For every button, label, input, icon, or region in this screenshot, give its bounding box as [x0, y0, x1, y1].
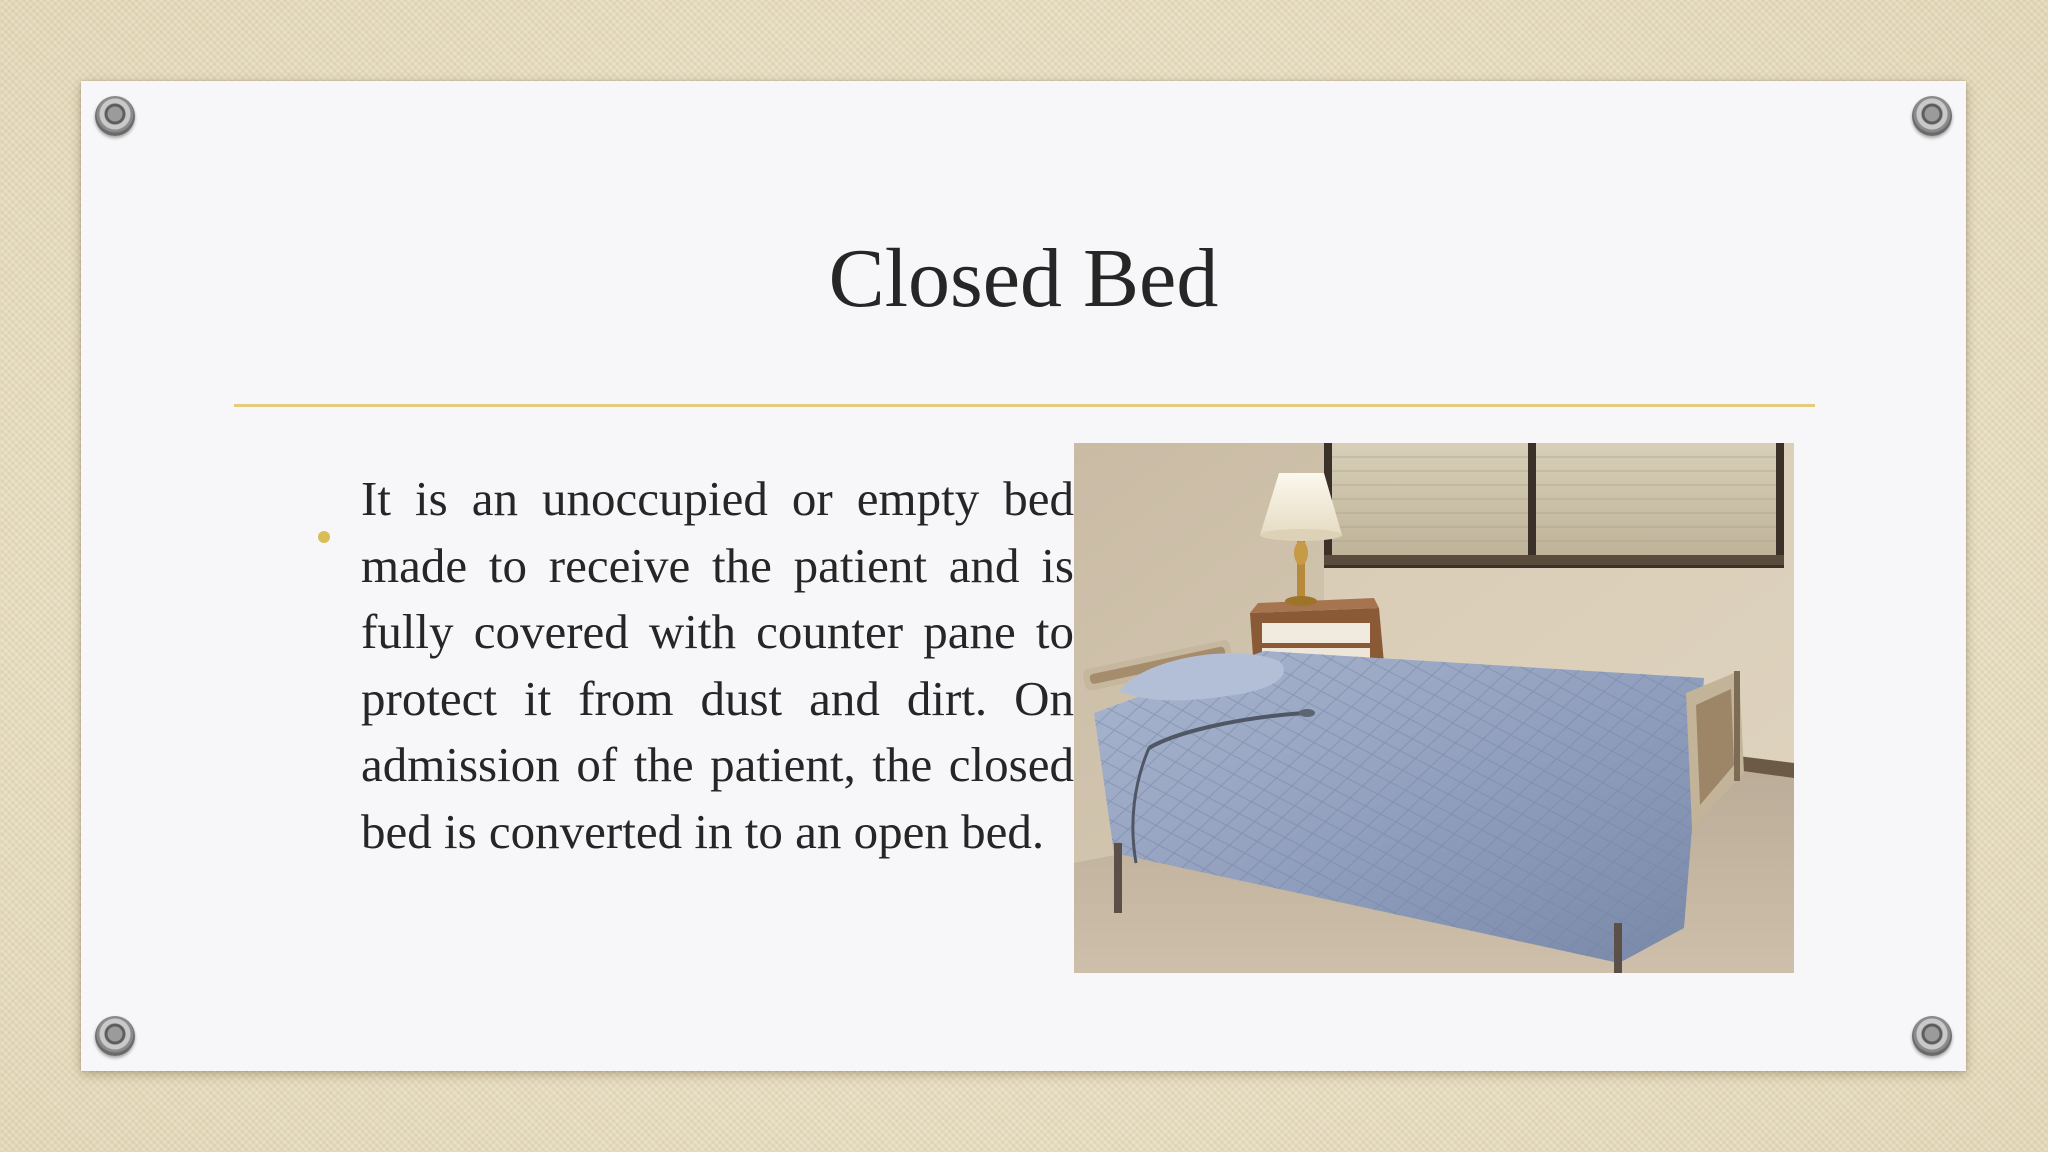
slide	[81, 81, 1966, 1071]
grommet-icon	[95, 96, 135, 136]
bullet-icon	[318, 531, 330, 543]
slide-title: Closed Bed	[828, 232, 1219, 325]
grommet-icon	[1912, 1016, 1952, 1056]
grommet-icon	[95, 1016, 135, 1056]
grommet-icon	[1912, 96, 1952, 136]
bullet-text: It is an unoccupied or empty bed made to receive the patient and is fully covered with counter pane to protect it from dust and dirt. On admission of the patient, the closed bed is converted in to an open bed.	[361, 471, 1074, 859]
closed-bed-photo	[1074, 443, 1794, 973]
title-divider	[234, 404, 1815, 407]
